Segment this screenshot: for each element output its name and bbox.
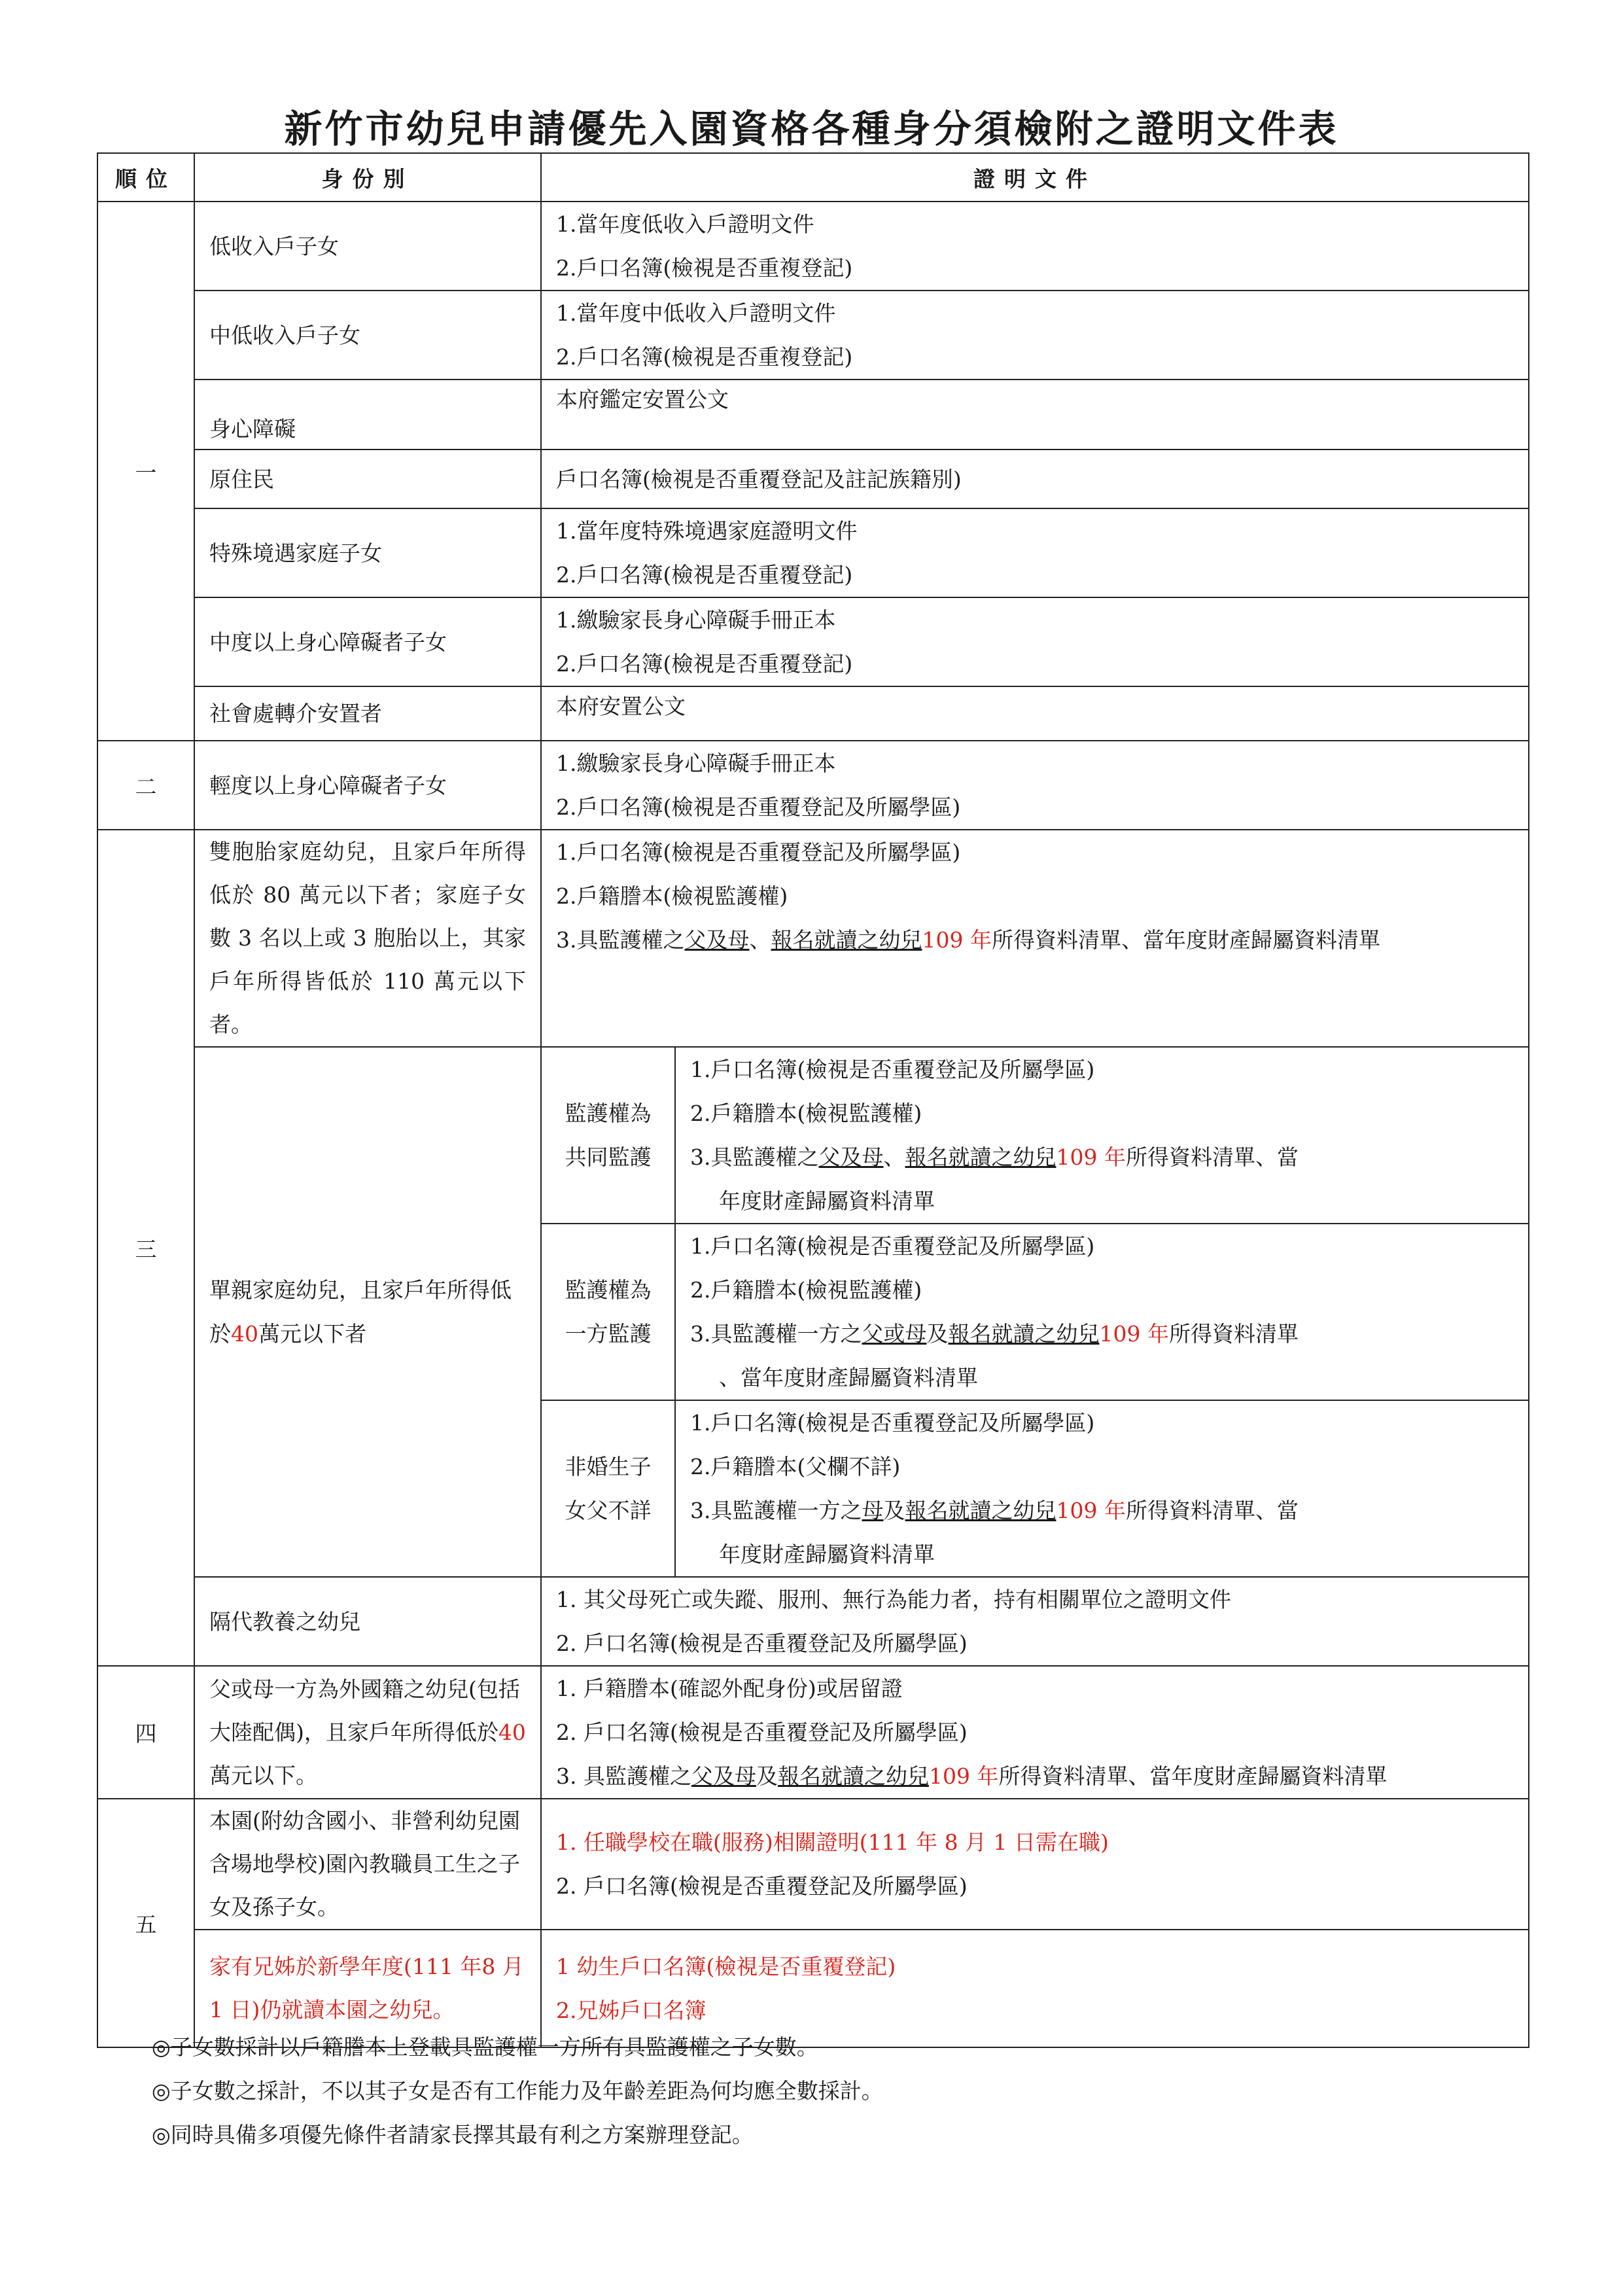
docs-mid-low-income [541,291,1529,380]
doc-line: 1.戶口名簿(檢視是否重覆登記及所屬學區) [690,1410,1095,1436]
identity-mid-low-income: 中低收入戶子女 [194,291,541,380]
doc-text-underlined: 父及母 [684,927,750,953]
doc-text: 及 [756,1763,778,1789]
label-text: 萬元以下。 [209,1762,317,1788]
label-text: 單親家庭幼兒，且家戶年所得低於 [209,1277,512,1347]
doc-line: 2.戶口名簿(檢視是否重覆登記) [556,562,853,588]
docs-parent-disability [541,597,1529,686]
doc-line: 2.戶籍謄本(檢視監護權) [690,1277,922,1303]
doc-text: 3.具監護權之 [556,927,685,953]
doc-line: 1.戶口名簿(檢視是否重覆登記及所屬學區) [690,1057,1095,1082]
footnote: ◎子女數之採計，不以其子女是否有工作能力及年齡差距為何均應全數採計。 [152,2078,883,2104]
doc-line: 2.戶口名簿(檢視是否重複登記) [556,255,853,281]
identity-parent-disability: 中度以上身心障礙者子女 [194,597,541,686]
table-row [97,380,1529,450]
table-row [97,686,1529,741]
identity-mild-disability: 輕度以上身心障礙者子女 [194,741,541,830]
sub-joint-custody: 監護權為共同監護 [541,1047,675,1224]
doc-text: 3. 具監護權之 [556,1763,691,1789]
doc-line: 1.戶口名簿(檢視是否重覆登記及所屬學區) [556,839,961,865]
doc-line: 年度財產歸屬資料清單 [719,1188,935,1214]
identity-staff-children: 本園(附幼含國小、非營利幼兒園含場地學校)園內教職員工生之子女及孫子女。 [194,1799,541,1930]
doc-line: 戶口名簿(檢視是否重覆登記及註記族籍別) [556,466,962,492]
doc-year-red: 109 年 [1056,1498,1126,1523]
doc-line: 、當年度財產歸屬資料清單 [719,1365,978,1390]
docs-sole-custody [675,1224,1529,1400]
table-row [97,450,1529,508]
page-title: 新竹市幼兒申請優先入園資格各種身分須檢附之證明文件表 [284,107,1339,151]
docs-foreign-parent [541,1666,1529,1799]
identity-low-income: 低收入戶子女 [194,202,541,291]
identity-siblings: 家有兄姊於新學年度(111 年8 月 1 日)仍就讀本園之幼兒。 [194,1930,541,2047]
documents-table [97,152,1529,2048]
label-text: 萬元以下者 [258,1321,366,1347]
doc-line: 2.戶口名簿(檢視是否重覆登記) [556,651,853,677]
identity-disability: 身心障礙 [194,380,541,450]
doc-line-red: 1 幼生戶口名簿(檢視是否重覆登記) [556,1954,896,1979]
sub-sole-custody: 監護權為一方監護 [541,1224,675,1400]
label-number-red: 40 [498,1719,526,1745]
doc-line: 1.戶口名簿(檢視是否重覆登記及所屬學區) [690,1233,1095,1259]
doc-text: 及 [883,1498,905,1523]
table-row [97,1799,1529,1930]
identity-twins: 雙胞胎家庭幼兒，且家戶年所得低於 80 萬元以下者；家庭子女數 3 名以上或 3 胞胎以上，其家戶年所得皆低於 110 萬元以下者。 [194,830,541,1047]
table-row [97,830,1529,1047]
doc-line: 2.戶籍謄本(父欄不詳) [690,1454,901,1479]
rank-two: 二 [97,741,194,830]
doc-line: 本府鑑定安置公文 [556,387,729,412]
doc-line: 2. 戶口名簿(檢視是否重覆登記及所屬學區) [556,1631,968,1656]
rank-five: 五 [97,1799,194,2047]
doc-line [556,1754,1514,1798]
table-row [97,1666,1529,1799]
doc-line: 1.當年度低收入戶證明文件 [556,211,814,237]
identity-foreign-parent [194,1666,541,1799]
doc-line: 2. 戶口名簿(檢視是否重覆登記及所屬學區) [556,1720,968,1745]
rank-four: 四 [97,1666,194,1799]
doc-text-underlined: 報名就讀之幼兒 [905,1498,1056,1523]
doc-year-red: 109 年 [1099,1321,1169,1347]
doc-text: 所得資料清單 [1168,1321,1299,1347]
doc-line: 2. 戶口名簿(檢視是否重覆登記及所屬學區) [556,1873,968,1899]
doc-line: 年度財產歸屬資料清單 [719,1542,935,1567]
docs-special-family [541,508,1529,597]
doc-text: 3.具監護權一方之 [690,1498,862,1523]
table-row [97,597,1529,686]
doc-text: 所得資料清單、當 [1125,1144,1299,1170]
doc-line: 2.戶籍謄本(檢視監護權) [556,883,788,909]
doc-text-underlined: 報名就讀之幼兒 [777,1763,929,1789]
header-identity: 身份別 [194,153,541,202]
doc-line: 1.當年度特殊境遇家庭證明文件 [556,518,858,544]
doc-year-red: 109 年 [928,1763,999,1789]
doc-year-red: 109 年 [1056,1144,1126,1170]
doc-line: 2.戶籍謄本(檢視監護權) [690,1101,922,1126]
doc-line-red: 1. 任職學校在職(服務)相關證明(111 年 8 月 1 日需在職) [556,1829,1109,1855]
doc-line: 1.繳驗家長身心障礙手冊正本 [556,607,836,633]
doc-text: 及 [926,1321,949,1347]
identity-single-parent [194,1047,541,1577]
table-row [97,202,1529,291]
sub-unknown-father: 非婚生子女父不詳 [541,1400,675,1577]
doc-text-underlined: 報名就讀之幼兒 [948,1321,1100,1347]
doc-line: 1. 其父母死亡或失蹤、服刑、無行為能力者，持有相關單位之證明文件 [556,1587,1231,1612]
doc-text: 所得資料清單、當年度財產歸屬資料清單 [991,927,1380,953]
footnote: ◎子女數採計以戶籍謄本上登載具監護權一方所有具監護權之子女數。 [152,2034,818,2060]
table-row [97,741,1529,830]
doc-text-underlined: 報名就讀之幼兒 [905,1144,1056,1170]
docs-mild-disability [541,741,1529,830]
doc-text-underlined: 父及母 [818,1144,884,1170]
table-row [97,1577,1529,1666]
identity-special-family: 特殊境遇家庭子女 [194,508,541,597]
doc-line: 1. 戶籍謄本(確認外配身份)或居留證 [556,1676,903,1701]
footnote: ◎同時具備多項優先條件者請家長擇其最有利之方案辦理登記。 [152,2122,754,2147]
doc-text: 3.具監護權一方之 [690,1321,862,1347]
identity-social-referral: 社會處轉介安置者 [194,686,541,741]
doc-text-underlined: 報名就讀之幼兒 [771,927,922,953]
doc-line: 本府安置公文 [556,694,686,719]
doc-year-red: 109 年 [922,927,992,953]
table-header-row [97,153,1529,202]
header-rank: 順位 [97,153,194,202]
doc-line [690,1312,1514,1356]
doc-line [556,918,1514,962]
doc-text: 所得資料清單、當 [1125,1498,1299,1523]
docs-twins [541,830,1529,1047]
doc-text: 、 [749,927,771,953]
docs-low-income [541,202,1529,291]
doc-line [690,1135,1514,1179]
identity-indigenous: 原住民 [194,450,541,508]
docs-unknown-father [675,1400,1529,1577]
doc-text: 、 [883,1144,905,1170]
docs-disability [541,380,1529,450]
doc-line-red: 2.兄姊戶口名簿 [556,1998,707,2023]
docs-staff-children [541,1799,1529,1930]
table-row [97,508,1529,597]
doc-text: 3.具監護權之 [690,1144,819,1170]
footnotes [152,2025,883,2157]
docs-indigenous [541,450,1529,508]
doc-text-underlined: 父或母 [862,1321,927,1347]
doc-line [690,1489,1514,1532]
doc-line: 1.繳驗家長身心障礙手冊正本 [556,751,836,776]
table-row [97,1047,1529,1224]
doc-text-underlined: 母 [862,1498,884,1523]
header-documents: 證明文件 [541,153,1529,202]
doc-line: 1.當年度中低收入戶證明文件 [556,300,836,326]
rank-one: 一 [97,202,194,741]
identity-grandparent: 隔代教養之幼兒 [194,1577,541,1666]
label-text: 父或母一方為外國籍之幼兒(包括大陸配偶)，且家戶年所得低於 [209,1676,520,1745]
table-row [97,291,1529,380]
doc-line: 2.戶口名簿(檢視是否重覆登記及所屬學區) [556,794,961,820]
label-number-red: 40 [231,1321,258,1347]
rank-three: 三 [97,830,194,1666]
doc-line: 2.戶口名簿(檢視是否重複登記) [556,344,853,370]
docs-joint-custody [675,1047,1529,1224]
docs-grandparent [541,1577,1529,1666]
docs-social-referral [541,686,1529,741]
doc-text: 所得資料清單、當年度財產歸屬資料清單 [998,1763,1387,1789]
doc-text-underlined: 父及母 [691,1763,756,1789]
